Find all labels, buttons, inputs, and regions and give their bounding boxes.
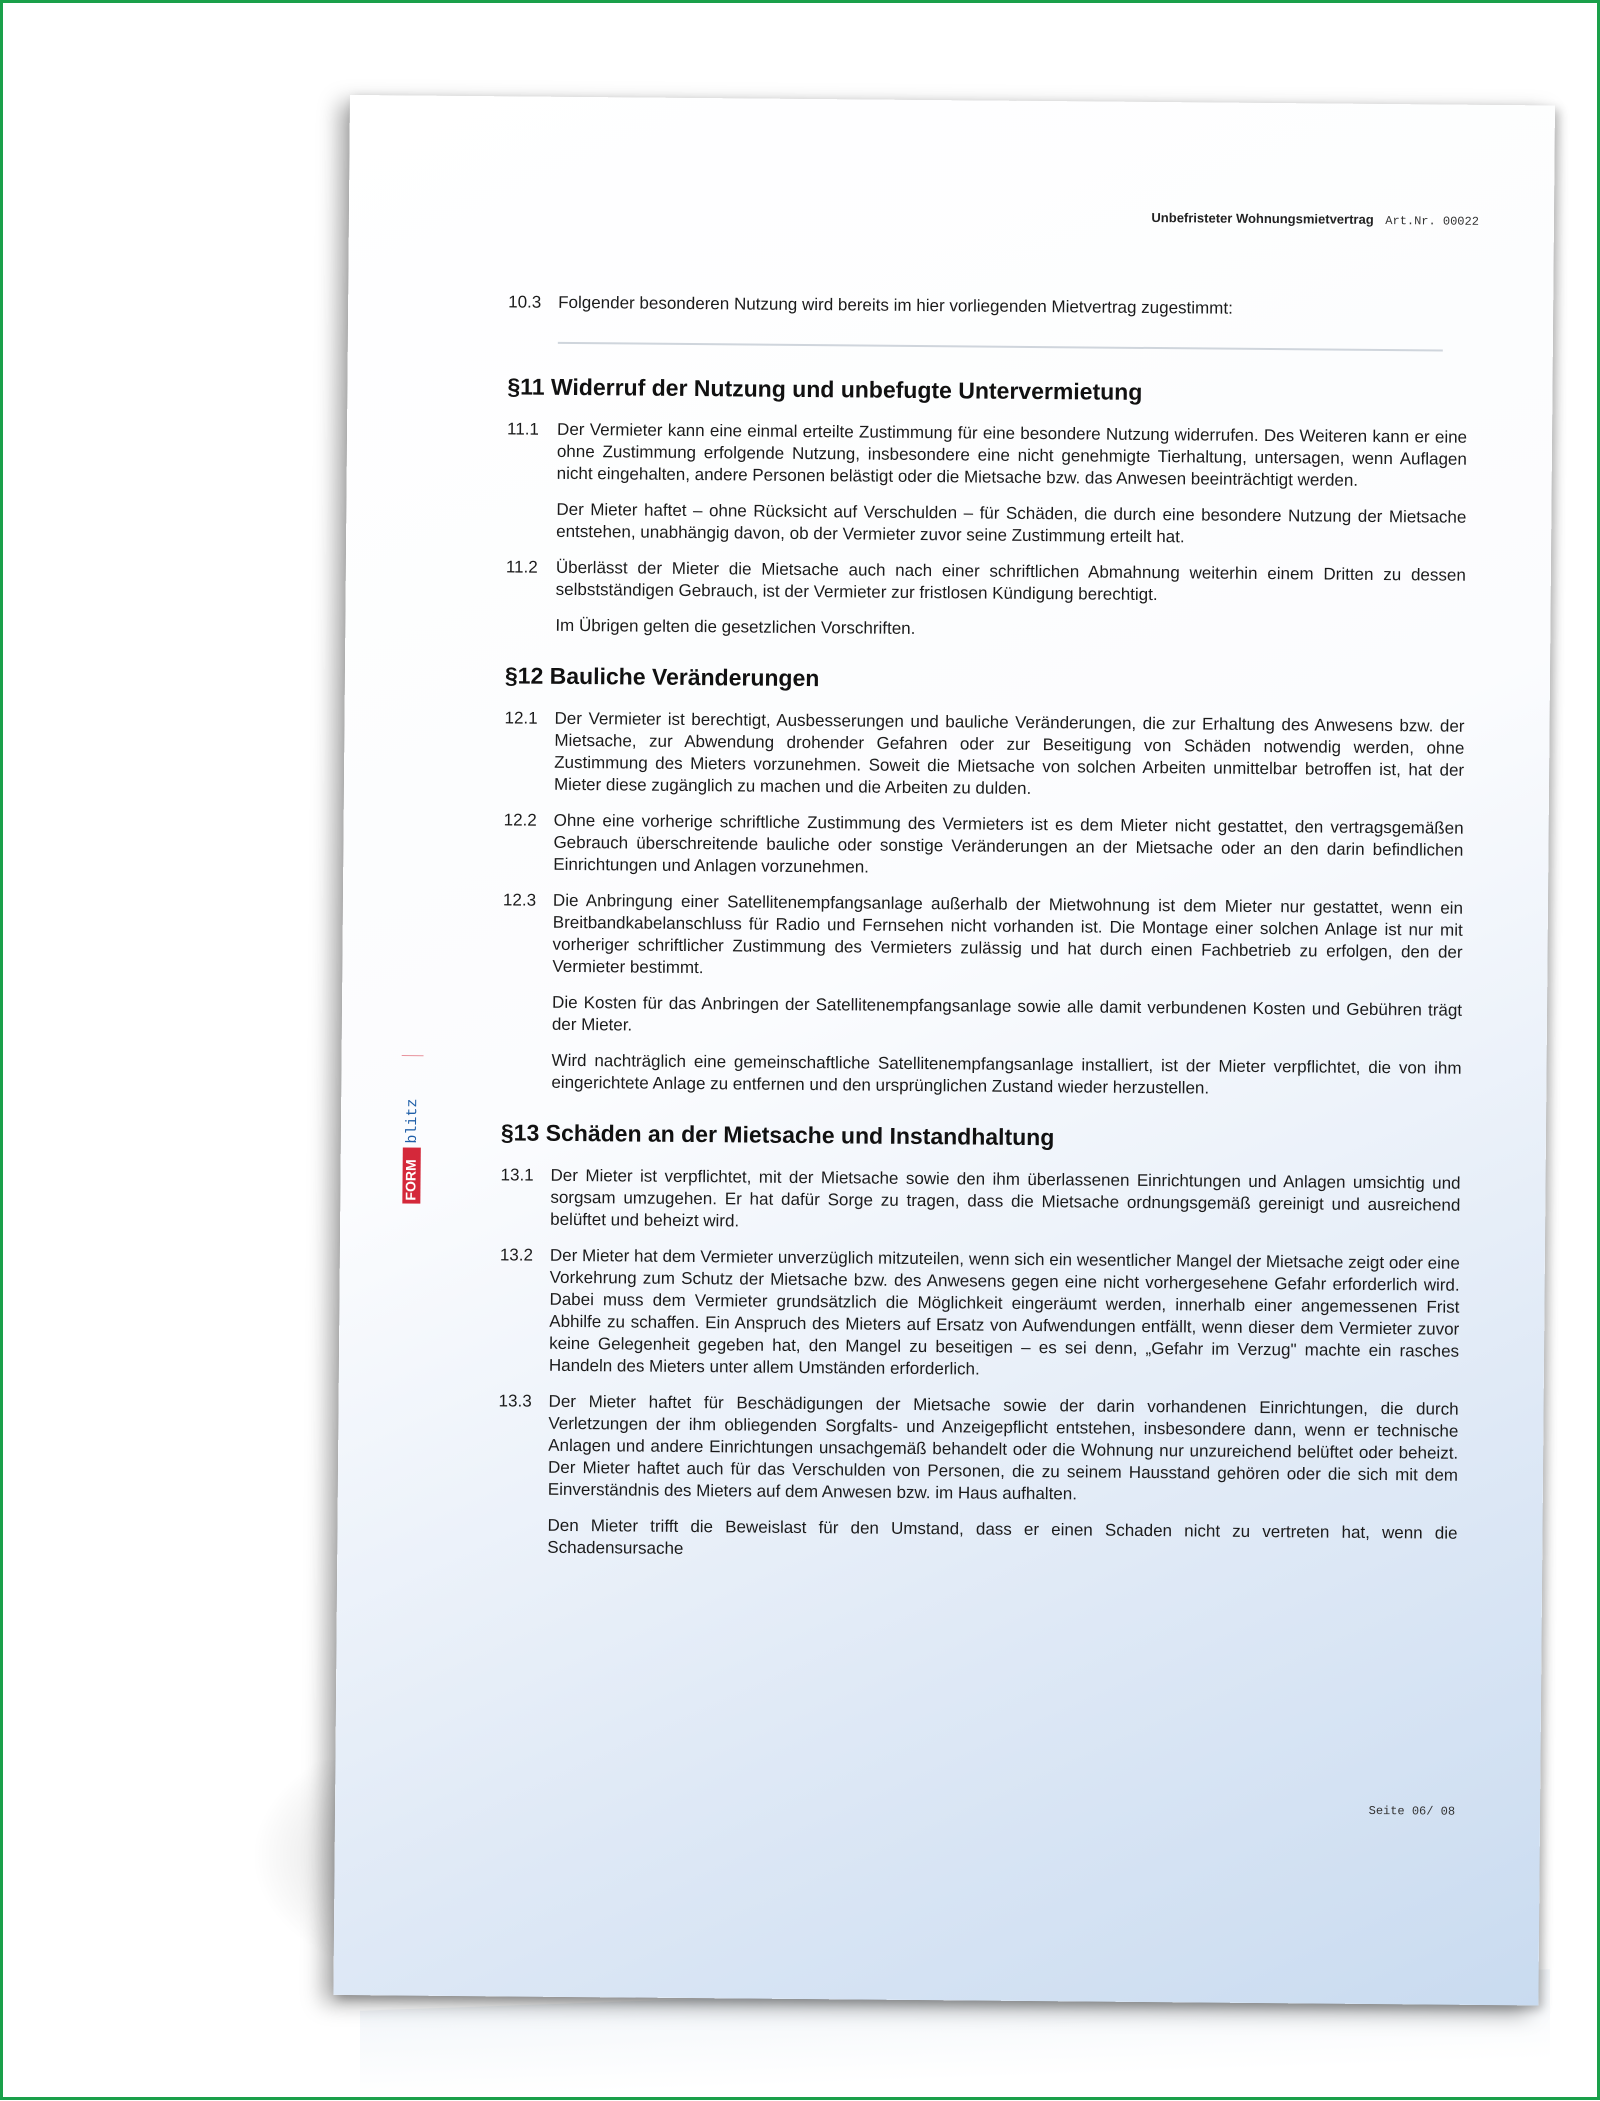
clause-12-3-paragraph-b: Die Kosten für das Anbringen der Satellitenempfangsanlage sowie alle damit verbundenen Kosten und Gebühren trägt der Mieter. [552,992,1462,1044]
clause-11-1 [507,418,1468,492]
clause-text: Die Anbringung einer Satellitenempfangsanlage außerhalb der Mietwohnung ist dem Mieter nur gestattet, wenn ein Breitbandkabelanschluss für Radio und Fernsehen nicht vorhanden ist. Die Montage einer solchen Anlage ist nur mit vorheriger schriftlicher Zustimmung des Vermieters zulässig und hat durch einen Fachbetrieb zu erfolgen, den der Vermieter bestimmt. [552,890,1463,986]
logo-form-text: FORM [402,1159,418,1200]
clause-number: 10.3 [508,291,558,313]
clause-text: Überlässt der Mieter die Mietsache auch nach einer schriftlichen Abmahnung weiterhin einem Dritten zu dessen selbstständigen Gebrauch, ist der Vermieter zur fristlosen Kündigung berechtigt. [556,557,1466,609]
section-heading-12: §12 Bauliche Veränderungen [505,662,1465,697]
clause-text: Der Vermieter ist berechtigt, Ausbesserungen und bauliche Veränderungen, die zur Erhaltung des Anwesens bzw. der Mietsache, zur Abwendung drohender Gefahren oder zur Beseitigung von Schäden notwendig werden, ohne Zustimmung des Mieters vorzunehmen. Soweit die Mietsache von solchen Arbeiten unmittelbar betroffen ist, hat der Mieter diese zugänglich zu machen und die Arbeiten zu dulden. [554,708,1465,804]
clause-number: 12.3 [502,889,553,977]
clause-12-2 [503,809,1464,883]
clause-text: Der Mieter haftet für Beschädigungen der Mietsache sowie der darin vorhandenen Einrichtungen, die durch Verletzungen der ihm obliegenden Sorgfalts- und Anzeigepflicht entstehen, insbesondere dann, wenn er technische Anlagen und andere Einrichtungen unsachgemäß behandelt oder die Wohnung nur unzureichend belüftet oder beheizt. Der Mieter haftet auch für das Verschulden von Personen, die zu seinem Hausstand gehören oder die sich mit dem Einverständnis des Mieters auf dem Anwesen bzw. im Haus aufhalten. [548,1391,1459,1509]
clause-13-1 [500,1164,1461,1238]
article-number: Art.Nr. 00022 [1385,214,1479,229]
clause-number: 11.2 [506,556,556,600]
clause-13-3-paragraph: Den Mieter trifft die Beweislast für den Umstand, dass er einen Schaden nicht zu vertreten hat, wenn die Schadensursache [547,1515,1457,1567]
clause-12-3-paragraph-c: Wird nachträglich eine gemeinschaftliche Satellitenempfangsanlage installiert, ist der Mieter verpflichtet, die von ihm eingerichtete Anlage zu entfernen und den ursprünglichen Zustand wieder herzustellen. [551,1050,1461,1102]
clause-number: 11.1 [507,418,558,484]
document-title: Unbefristeter Wohnungsmietvertrag [1151,210,1373,227]
formblitz-logo [400,1055,423,1205]
clause-11-2-paragraph: Im Übrigen gelten die gesetzlichen Vorschriften. [555,615,1465,645]
clause-text: Der Mieter hat dem Vermieter unverzüglich mitzuteilen, wenn sich ein wesentlicher Mangel der Mietsache zeigt oder eine Vorkehrung zum Schutz der Mietsache bzw. des Anwesens gegen eine nicht vorhergesehene Gefahr erforderlich wird. Dabei muss dem Vermieter grundsätzlich die Möglichkeit eingeräumt werden, innerhalb einer angemessenen Frist Abhilfe zu schaffen. Ein Anspruch des Mieters auf Ersatz von Aufwendungen entfällt, wenn dieser dem Vermieter zuvor keine Gelegenheit gegeben hat, den Mangel zu beseitigen – es sei denn, „Gefahr im Verzug" machte ein rasches Handeln des Mieters unter allem Umständen erforderlich. [549,1245,1460,1385]
clause-text: Der Vermieter kann eine einmal erteilte Zustimmung für eine besondere Nutzung widerrufen. Des Weiteren kann er eine ohne Zustimmung erfolgende Nutzung, insbesondere eine nicht genehmigte Tierhaltung, untersagen, wenn Auflagen nicht eingehalten, andere Personen belästigt oder die Mietsache bzw. das Anwesen beeinträchtigt werden. [557,419,1468,493]
clause-number: 13.1 [500,1164,551,1230]
clause-11-1-paragraph: Der Mieter haftet – ohne Rücksicht auf Verschulden – für Schäden, die durch eine besondere Nutzung der Mietsache entstehen, unabhängig davon, ob der Vermieter zuvor seine Zustimmung erteilt hat. [556,499,1466,551]
document-page [333,95,1555,2005]
page-number: Seite 06/ 08 [1369,1804,1456,1819]
section-heading-11: §11 Widerruf der Nutzung und unbefugte Untervermietung [507,373,1467,408]
clause-text: Folgender besonderen Nutzung wird bereits im hier vorliegenden Mietvertrag zugestimmt: [558,292,1233,320]
page-header [1151,210,1479,229]
clause-10-3 [508,291,1468,321]
clause-text: Der Mieter ist verpflichtet, mit der Mietsache sowie den ihm überlassenen Einrichtungen und Anlagen umsichtig und sorgsam umzugehen. Er hat dafür Sorge zu tragen, dass die Mietsache ordnungsgemäß gereinigt und ausreichend belüftet und beheizt wird. [550,1165,1461,1239]
clause-12-1 [504,707,1465,803]
clause-number: 13.3 [498,1390,549,1500]
logo-blitz-text: blitz [404,1098,421,1143]
clause-number: 12.1 [504,707,555,795]
clause-11-2 [506,556,1466,608]
clause-13-2 [499,1244,1460,1384]
document-body [497,291,1468,1580]
clause-number: 13.2 [499,1244,550,1376]
clause-12-3 [502,889,1463,985]
clause-text: Ohne eine vorherige schriftliche Zustimmung des Vermieters ist es dem Mieter nicht gestattet, den vertragsgemäßen Gebrauch überschreitende bauliche oder sonstige Veränderungen an der Mietsache oder an den darin befindlichen Einrichtungen und Anlagen vorzunehmen. [553,810,1464,884]
clause-13-3 [498,1390,1459,1508]
clause-number: 12.2 [503,809,554,875]
fill-in-line [558,342,1443,352]
section-heading-13: §13 Schäden an der Mietsache und Instandhaltung [501,1119,1461,1154]
